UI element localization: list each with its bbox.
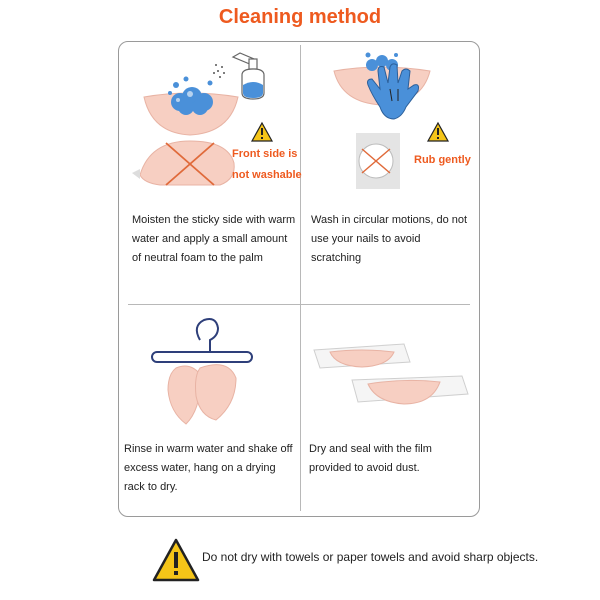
page-title: Cleaning method xyxy=(218,6,382,28)
warning-icon xyxy=(252,123,272,141)
spray-bottle-icon xyxy=(233,53,264,99)
step2-description: Wash in circular motions, do not use your nails to avoid scratching xyxy=(311,214,468,264)
step1-warning: Front side is not washable xyxy=(232,148,302,181)
divider-horizontal xyxy=(128,304,470,305)
warning-icon xyxy=(428,123,448,141)
step4-illustration xyxy=(312,340,472,420)
step3-description: Rinse in warm water and shake off excess water, hang on a drying rack to dry. xyxy=(124,443,293,493)
divider-vertical xyxy=(300,45,301,511)
step2-warning: Rub gently xyxy=(414,154,471,166)
warning-icon xyxy=(152,538,200,582)
step4-description: Dry and seal with the film provided to avoid dust. xyxy=(309,443,432,474)
step2-illustration xyxy=(310,45,475,195)
hanger-icon xyxy=(152,319,252,362)
step1-description: Moisten the sticky side with warm water and apply a small amount of neutral foam to the palm xyxy=(132,214,296,264)
step3-illustration xyxy=(140,312,300,432)
footer-note: Do not dry with towels or paper towels and avoid sharp objects. xyxy=(202,550,539,564)
